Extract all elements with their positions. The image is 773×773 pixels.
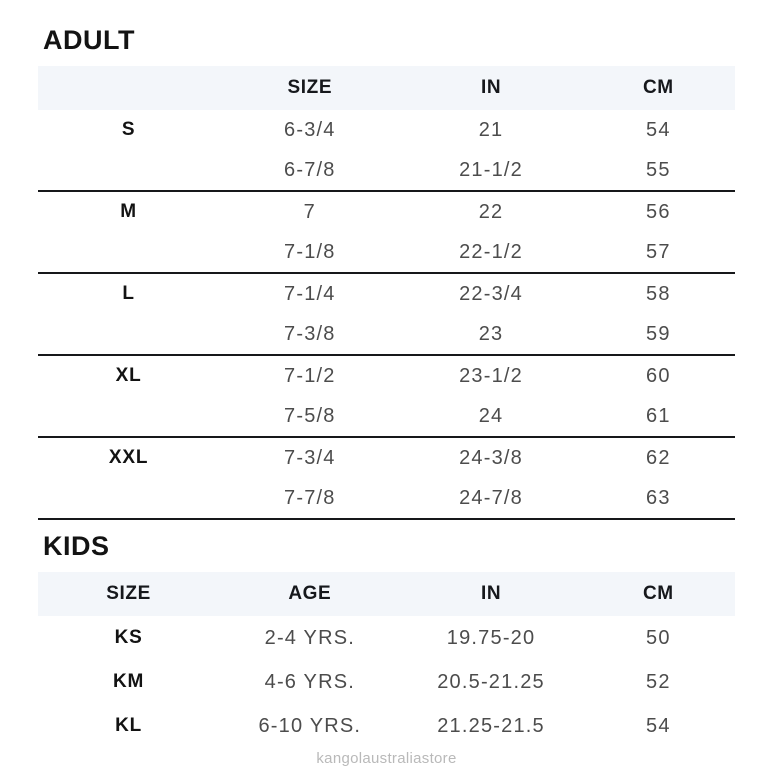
table-row bbox=[38, 396, 735, 437]
cm-cell: 59 bbox=[646, 322, 671, 345]
size-group-xl bbox=[38, 355, 735, 437]
in-cell: 24 bbox=[478, 404, 504, 427]
size-cell: 7-1/4 bbox=[284, 282, 336, 305]
size-group-label-empty bbox=[38, 232, 219, 273]
in-cell: 22 bbox=[478, 200, 504, 223]
table-row bbox=[38, 704, 735, 748]
size-cell: 7-3/4 bbox=[284, 446, 336, 469]
size-group-label: L bbox=[122, 283, 135, 304]
table-row bbox=[38, 273, 735, 314]
cm-cell: 60 bbox=[646, 364, 671, 387]
cm-cell: 52 bbox=[646, 670, 671, 693]
in-cell: 24-3/8 bbox=[459, 446, 523, 469]
column-header-cm: CM bbox=[582, 66, 735, 110]
table-row bbox=[38, 437, 735, 478]
kids-table-body bbox=[38, 616, 735, 748]
column-header-size: SIZE bbox=[219, 66, 400, 110]
adult-size-table bbox=[38, 66, 735, 520]
table-row bbox=[38, 191, 735, 232]
column-header-blank bbox=[38, 66, 219, 110]
kids-table-header bbox=[38, 572, 735, 616]
size-group-label: XL bbox=[115, 365, 142, 386]
column-header-in: IN bbox=[400, 572, 581, 616]
size-group-label-empty bbox=[38, 314, 219, 355]
size-cell: 7-5/8 bbox=[284, 404, 336, 427]
table-row bbox=[38, 314, 735, 355]
cm-cell: 57 bbox=[646, 240, 671, 263]
size-group-label-empty bbox=[38, 396, 219, 437]
table-row bbox=[38, 110, 735, 150]
size-label: KS bbox=[114, 627, 143, 648]
adult-table-header bbox=[38, 66, 735, 110]
size-cell: 7-7/8 bbox=[284, 486, 336, 509]
in-cell: 24-7/8 bbox=[459, 486, 523, 509]
size-group-label-empty bbox=[38, 478, 219, 519]
table-row bbox=[38, 616, 735, 660]
size-cell: 7-3/8 bbox=[284, 322, 336, 345]
in-cell: 23 bbox=[478, 322, 504, 345]
header-row bbox=[38, 572, 735, 616]
kids-size-table bbox=[38, 572, 735, 748]
size-label: KL bbox=[115, 715, 143, 736]
in-cell: 19.75-20 bbox=[446, 626, 536, 649]
cm-cell: 62 bbox=[646, 446, 671, 469]
store-watermark: kangolaustraliastore bbox=[316, 750, 457, 767]
in-cell: 21 bbox=[478, 118, 504, 141]
size-group-xxl bbox=[38, 437, 735, 519]
age-cell: 2-4 YRS. bbox=[264, 626, 356, 649]
header-row bbox=[38, 66, 735, 110]
table-row bbox=[38, 232, 735, 273]
size-group-s bbox=[38, 110, 735, 191]
in-cell: 22-1/2 bbox=[459, 240, 523, 263]
size-cell: 7 bbox=[303, 200, 316, 223]
column-header-size: SIZE bbox=[38, 572, 219, 616]
table-row bbox=[38, 355, 735, 396]
table-row bbox=[38, 150, 735, 191]
cm-cell: 63 bbox=[646, 486, 671, 509]
cm-cell: 50 bbox=[646, 626, 671, 649]
in-cell: 23-1/2 bbox=[459, 364, 523, 387]
age-cell: 4-6 YRS. bbox=[264, 670, 356, 693]
cm-cell: 56 bbox=[646, 200, 671, 223]
size-group-label: M bbox=[120, 201, 137, 222]
size-cell: 7-1/8 bbox=[284, 240, 336, 263]
column-header-cm: CM bbox=[582, 572, 735, 616]
size-group-l bbox=[38, 273, 735, 355]
size-group-label: S bbox=[121, 119, 136, 140]
column-header-age: AGE bbox=[219, 572, 400, 616]
size-cell: 6-7/8 bbox=[284, 158, 336, 181]
cm-cell: 55 bbox=[646, 158, 671, 181]
table-row bbox=[38, 660, 735, 704]
in-cell: 21-1/2 bbox=[459, 158, 523, 181]
cm-cell: 58 bbox=[646, 282, 671, 305]
cm-cell: 54 bbox=[646, 714, 671, 737]
in-cell: 20.5-21.25 bbox=[437, 670, 545, 693]
cm-cell: 61 bbox=[646, 404, 671, 427]
size-group-label: XXL bbox=[108, 447, 149, 468]
age-cell: 6-10 YRS. bbox=[258, 714, 362, 737]
in-cell: 21.25-21.5 bbox=[437, 714, 545, 737]
cm-cell: 54 bbox=[646, 118, 671, 141]
size-group-m bbox=[38, 191, 735, 273]
size-cell: 7-1/2 bbox=[284, 364, 336, 387]
table-row bbox=[38, 478, 735, 519]
adult-section-title: ADULT bbox=[43, 25, 135, 55]
kids-section-title: KIDS bbox=[43, 531, 110, 561]
size-group-label-empty bbox=[38, 150, 219, 191]
size-cell: 6-3/4 bbox=[284, 118, 336, 141]
in-cell: 22-3/4 bbox=[459, 282, 523, 305]
size-label: KM bbox=[113, 671, 145, 692]
column-header-in: IN bbox=[400, 66, 581, 110]
